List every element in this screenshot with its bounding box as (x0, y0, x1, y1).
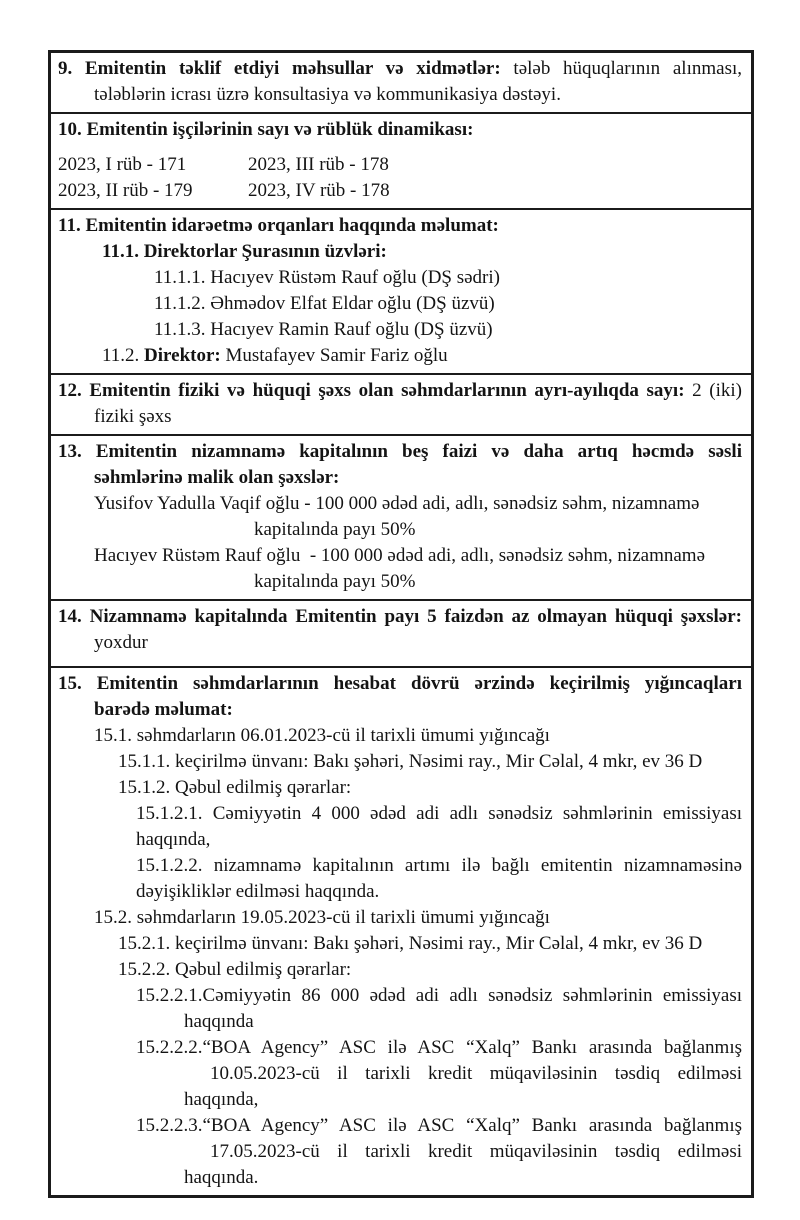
quarter-value: 2023, III rüb - 178 (248, 154, 389, 175)
meeting-1-address: 15.1.1. keçirilmə ünvanı: Bakı şəhəri, Nəsimi ray., Mir Cəlal, 4 mkr, ev 36 D (118, 751, 703, 772)
director-line: 11.2. Direktor: Mustafayev Samir Fariz oğlu (102, 345, 448, 366)
section-13-heading-line-2: səhmlərinə malik olan şəxslər: (94, 467, 340, 488)
row-section-15 (51, 668, 751, 1195)
decision-2-3-line-3: haqqında. (184, 1167, 259, 1188)
decision-2-2-line-1: 15.2.2.2.“BOA Agency” ASC ilə ASC “Xalq” Bankı arasında bağlanmış (136, 1037, 742, 1058)
section-14-heading: 14. Nizamnamə kapitalında Emitentin payı 5 faizdən az olmayan hüquqi şəxslər: (58, 606, 742, 627)
row-section-10 (51, 114, 751, 210)
board-member-2: 11.1.2. Əhmədov Elfat Eldar oğlu (DŞ üzvü) (154, 293, 495, 314)
meeting-2-decisions-heading: 15.2.2. Qəbul edilmiş qərarlar: (118, 959, 352, 980)
row-section-11 (51, 210, 751, 375)
meeting-2-address: 15.2.1. keçirilmə ünvanı: Bakı şəhəri, Nəsimi ray., Mir Cəlal, 4 mkr, ev 36 D (118, 933, 703, 954)
decision-2-3-line-1: 15.2.2.3.“BOA Agency” ASC ilə ASC “Xalq” Bankı arasında bağlanmış (136, 1115, 742, 1136)
decision-2-1-line-2: haqqında (184, 1011, 254, 1032)
section-11-heading: 11. Emitentin idarəetmə orqanları haqqında məlumat: (58, 215, 499, 236)
decision-2-3-line-2: 17.05.2023-cü il tarixli kredit müqaviləsinin təsdiq edilməsi (210, 1141, 742, 1162)
section-12-heading: 12. Emitentin fiziki və hüquqi şəxs olan səhmdarlarının ayrı-ayılıqda sayı: 2 (iki) (58, 380, 742, 401)
shareholder-2: Hacıyev Rüstəm Rauf oğlu - 100 000 ədəd adi, adlı, sənədsiz səhm, nizamnamə (94, 545, 706, 566)
decision-2-2-line-2: 10.05.2023-cü il tarixli kredit müqaviləsinin təsdiq edilməsi (210, 1063, 742, 1084)
decision-2-2-line-3: haqqında, (184, 1089, 259, 1110)
row-section-9 (51, 53, 751, 114)
decision-2-1-line-1: 15.2.2.1.Cəmiyyətin 86 000 ədəd adi adlı sənədsiz səhmlərinin emissiyası (136, 985, 742, 1006)
board-member-3: 11.1.3. Hacıyev Ramin Rauf oğlu (DŞ üzvü) (154, 319, 493, 340)
quarter-value: 2023, I rüb - 171 (58, 154, 187, 175)
decision-1-2-line-2: dəyişikliklər edilməsi haqqında. (136, 881, 380, 902)
decision-1-1-line-2: haqqında, (136, 829, 211, 850)
meeting-2: 15.2. səhmdarların 19.05.2023-cü il tarixli ümumi yığıncağı (94, 907, 550, 928)
row-section-12 (51, 375, 751, 436)
shareholder-2-share: kapitalında payı 50% (254, 571, 416, 592)
section-9-text: tələblərin icrası üzrə konsultasiya və kommunikasiya dəstəyi. (94, 84, 561, 105)
board-member-1: 11.1.1. Hacıyev Rüstəm Rauf oğlu (DŞ sədri) (154, 267, 500, 288)
row-section-13 (51, 436, 751, 601)
section-13-heading-line-1: 13. Emitentin nizamnamə kapitalının beş faizi və daha artıq həcmdə səsli (58, 441, 742, 462)
meeting-1-decisions-heading: 15.1.2. Qəbul edilmiş qərarlar: (118, 777, 352, 798)
quarter-value: 2023, II rüb - 179 (58, 180, 193, 201)
decision-1-1-line-1: 15.1.2.1. Cəmiyyətin 4 000 ədəd adi adlı sənədsiz səhmlərinin emissiyası (136, 803, 742, 824)
board-members-heading: 11.1. Direktorlar Şurasının üzvləri: (102, 241, 387, 262)
row-section-14 (51, 601, 751, 668)
section-14-text: yoxdur (94, 632, 148, 653)
quarter-value: 2023, IV rüb - 178 (248, 180, 390, 201)
section-15-heading-line-2: barədə məlumat: (94, 699, 233, 720)
section-9-heading: 9. Emitentin təklif etdiyi məhsullar və xidmətlər: tələb hüquqlarının alınması, (58, 58, 742, 79)
shareholder-1: Yusifov Yadulla Vaqif oğlu - 100 000 ədəd adi, adlı, sənədsiz səhm, nizamnamə (94, 493, 700, 514)
section-15-heading-line-1: 15. Emitentin səhmdarlarının hesabat dövrü ərzində keçirilmiş yığıncaqları (58, 673, 742, 694)
quarters-line-1 (58, 152, 742, 178)
report-table (48, 50, 754, 1198)
meeting-1: 15.1. səhmdarların 06.01.2023-cü il tarixli ümumi yığıncağı (94, 725, 550, 746)
quarters-line-2 (58, 178, 742, 204)
decision-1-2-line-1: 15.1.2.2. nizamnamə kapitalının artımı ilə bağlı emitentin nizamnaməsinə (136, 855, 742, 876)
section-10-heading: 10. Emitentin işçilərinin sayı və rüblük dinamikası: (58, 119, 474, 140)
section-12-text: fiziki şəxs (94, 406, 172, 427)
shareholder-1-share: kapitalında payı 50% (254, 519, 416, 540)
